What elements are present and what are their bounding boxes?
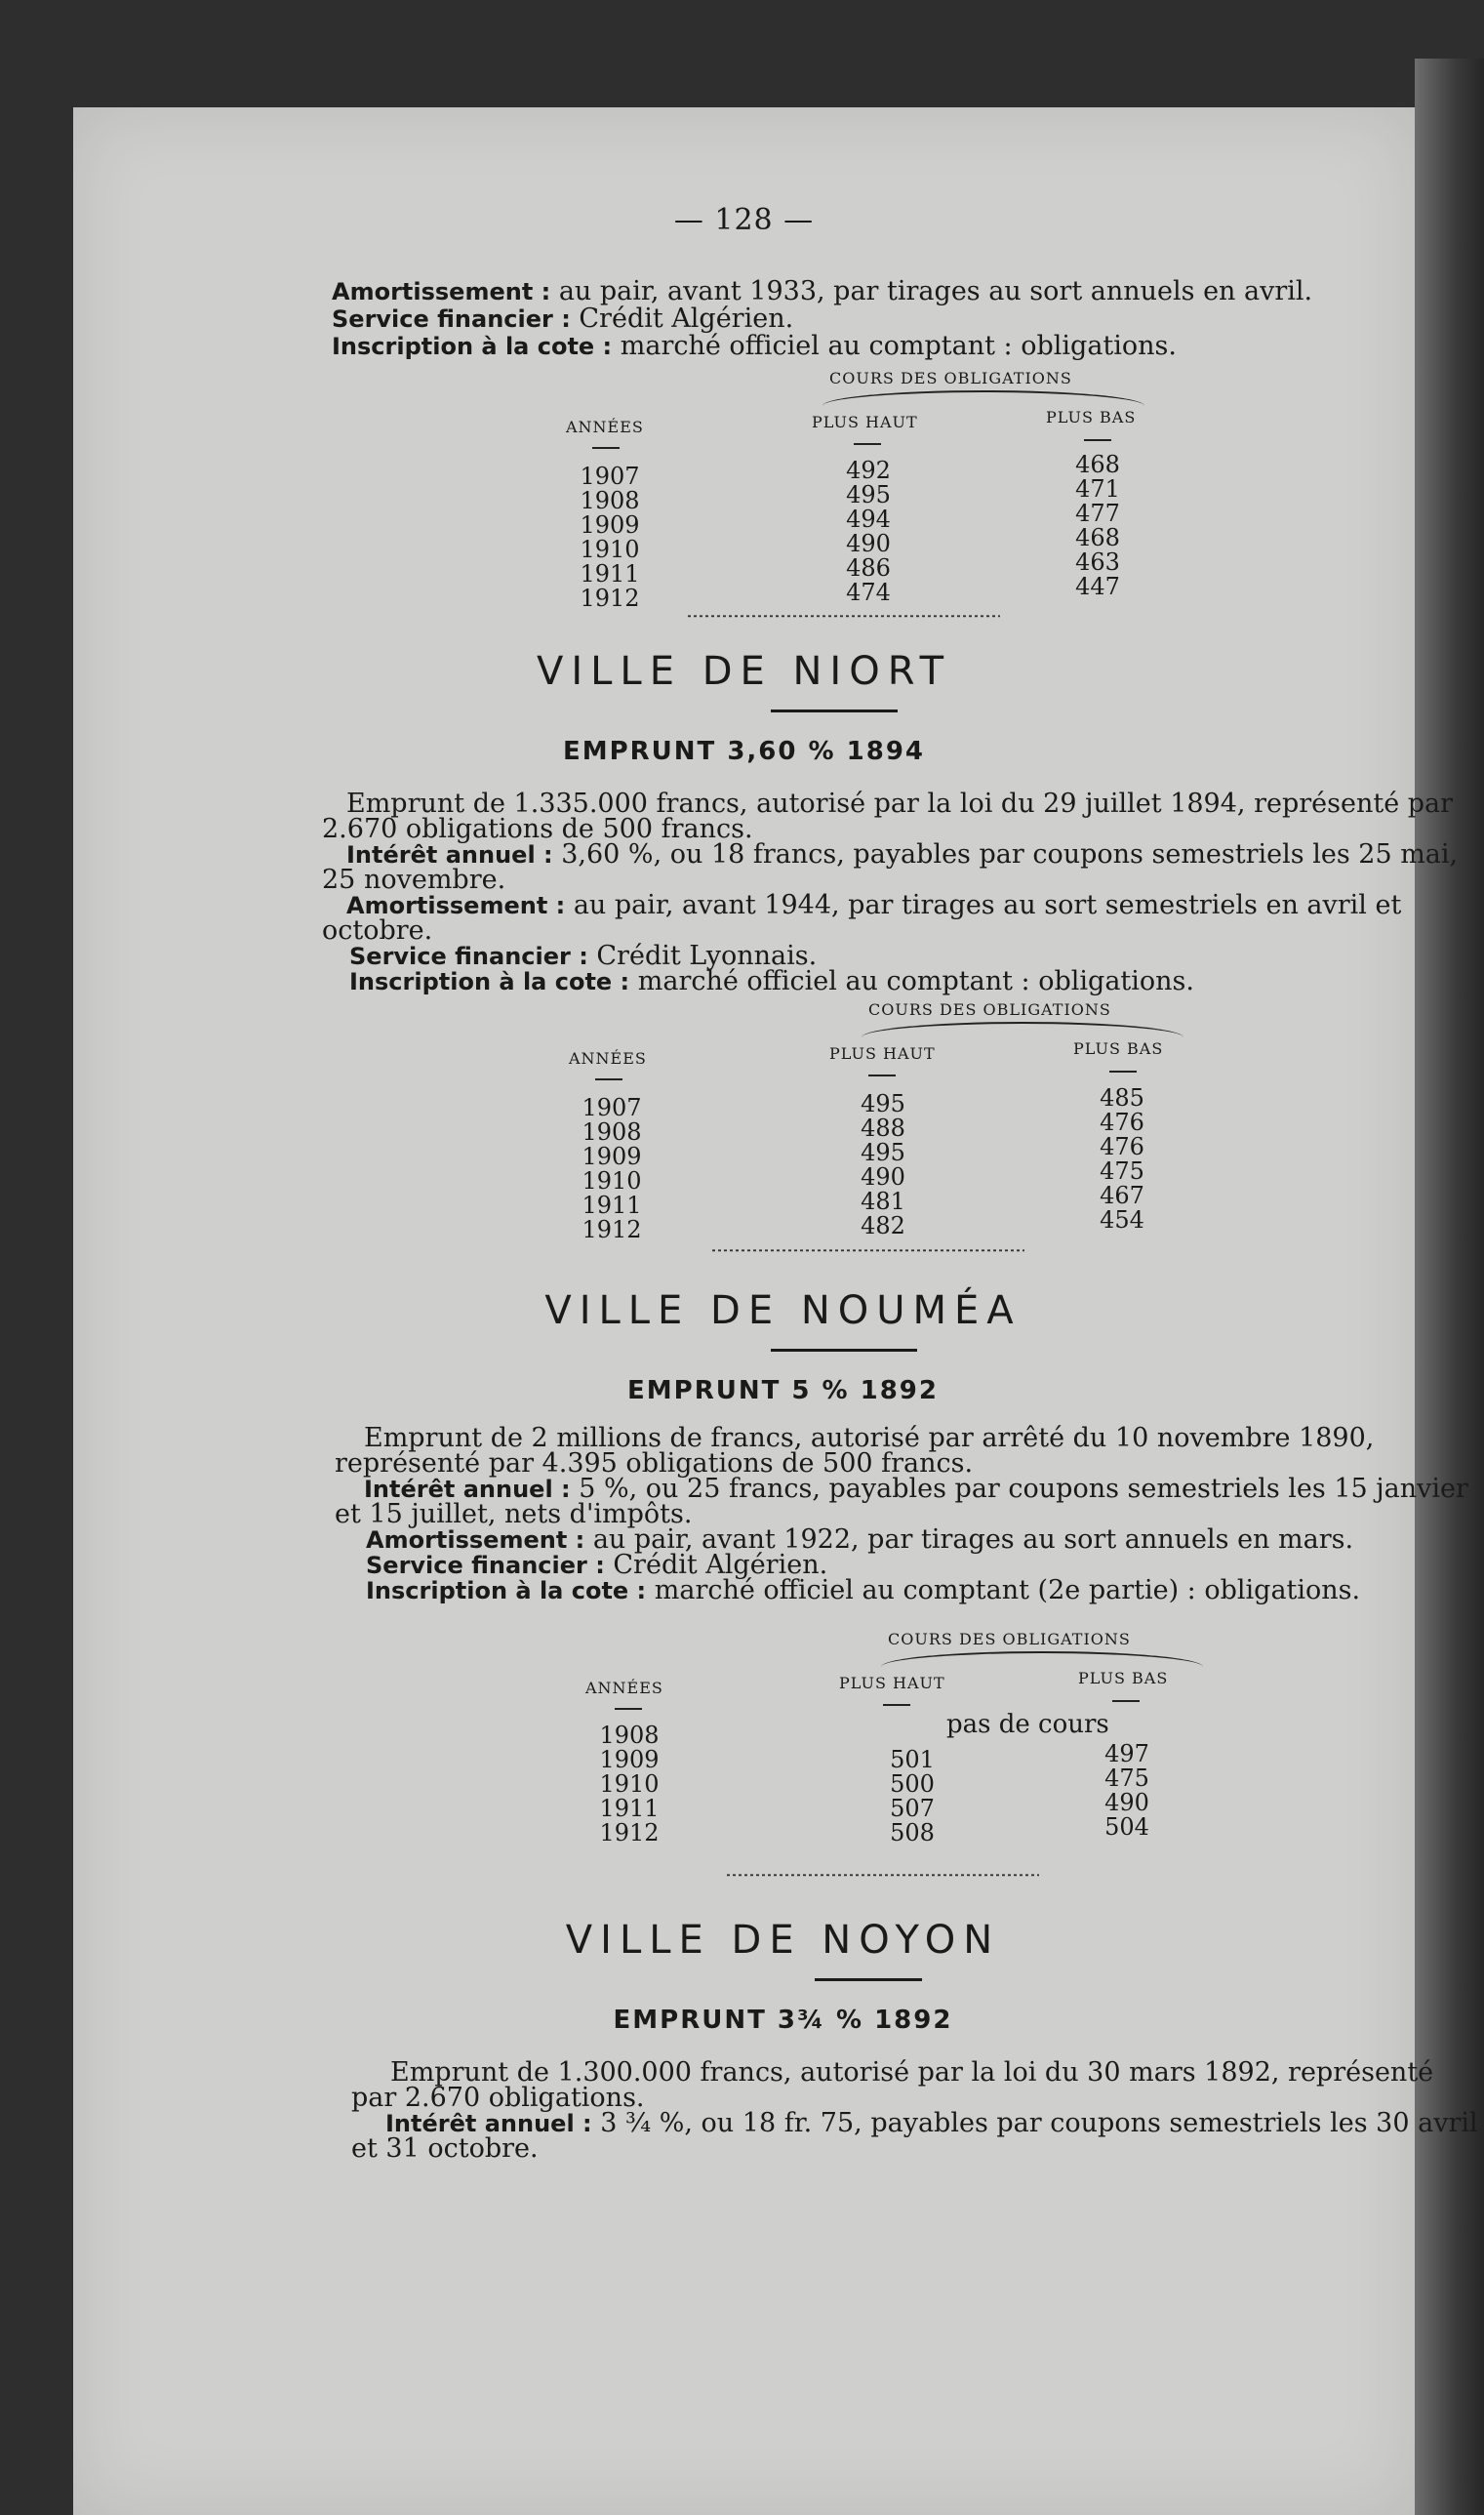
section-title: VILLE DE NIORT: [536, 649, 952, 694]
cours-header: COURS DES OBLIGATIONS: [868, 1000, 1111, 1019]
dash: [592, 447, 620, 449]
high-column: 495 488 495 490 481 482: [861, 1090, 905, 1239]
col-header-low: PLUS BAS: [1073, 1039, 1164, 1058]
dash: [1084, 439, 1111, 441]
col-header-years: ANNÉES: [569, 1049, 647, 1068]
cours-header: COURS DES OBLIGATIONS: [829, 369, 1072, 387]
paragraph-line: Inscription à la cote : marché officiel au comptant : obligations.: [332, 331, 1177, 361]
paragraph-line: Service financier : Crédit Algérien.: [332, 304, 794, 334]
paragraph-line: représenté par 4.395 obligations de 500 francs.: [335, 1448, 974, 1479]
paragraph-line: Amortissement : au pair, avant 1944, par tirages au sort semestriels en avril et: [346, 890, 1402, 920]
book-edge: [1415, 59, 1484, 2515]
high-column: 501 500 507 508: [890, 1746, 935, 1846]
col-header-high: PLUS HAUT: [812, 413, 918, 431]
years-column: 1907 1908 1909 1910 1911 1912: [582, 1094, 642, 1243]
section-title: VILLE DE NOYON: [565, 1918, 1001, 1963]
paragraph-line: Emprunt de 2 millions de francs, autorisé par arrêté du 10 novembre 1890,: [364, 1423, 1375, 1453]
paragraph-line: Service financier : Crédit Algérien.: [366, 1550, 828, 1580]
high-column: 492 495 494 490 486 474: [846, 457, 891, 606]
section-title: VILLE DE NOUMÉA: [544, 1288, 1022, 1333]
dash: [595, 1078, 622, 1080]
paragraph-line: octobre.: [322, 915, 433, 946]
paragraph-line: Inscription à la cote : marché officiel au comptant : obligations.: [349, 966, 1194, 996]
paragraph-line: Service financier : Crédit Lyonnais.: [349, 941, 818, 971]
brace: [862, 1022, 1183, 1037]
dash: [854, 443, 881, 445]
no-quotation-note: pas de cours: [946, 1710, 1109, 1739]
paragraph-line: 2.670 obligations de 500 francs.: [322, 814, 753, 844]
paragraph-line: Emprunt de 1.335.000 francs, autorisé par la loi du 29 juillet 1894, représenté par: [346, 789, 1454, 819]
low-column: 468 471 477 468 463 447: [1075, 451, 1120, 600]
low-column: 497 475 490 504: [1104, 1740, 1149, 1841]
paragraph-line: Amortissement : au pair, avant 1933, par tirages au sort annuels en avril.: [332, 276, 1313, 306]
cours-header: COURS DES OBLIGATIONS: [888, 1630, 1131, 1648]
dash: [1109, 1071, 1137, 1073]
paragraph-line: Inscription à la cote : marché officiel au comptant (2e partie) : obligations.: [366, 1575, 1361, 1605]
col-header-low: PLUS BAS: [1078, 1669, 1169, 1687]
years-column: 1908 1909 1910 1911 1912: [599, 1722, 660, 1846]
col-header-years: ANNÉES: [566, 418, 644, 436]
title-underline: [771, 1349, 917, 1352]
dash: [615, 1708, 642, 1710]
years-column: 1907 1908 1909 1910 1911 1912: [580, 463, 640, 612]
dash: [1112, 1700, 1140, 1702]
paragraph-line: Intérêt annuel : 3,60 %, ou 18 francs, payables par coupons semestriels les 25 mai,: [346, 839, 1459, 870]
section-subtitle: EMPRUNT 3¾ % 1892: [613, 2006, 953, 2035]
title-underline: [815, 1978, 922, 1981]
paragraph-line: et 31 octobre.: [351, 2133, 539, 2164]
col-header-years: ANNÉES: [585, 1679, 663, 1697]
col-header-high: PLUS HAUT: [839, 1674, 945, 1692]
paragraph-line: et 15 juillet, nets d'impôts.: [335, 1499, 693, 1529]
section-subtitle: EMPRUNT 3,60 % 1894: [562, 737, 926, 766]
title-underline: [771, 710, 898, 712]
paragraph-line: 25 novembre.: [322, 865, 506, 895]
paragraph-line: Amortissement : au pair, avant 1922, par tirages au sort annuels en mars.: [366, 1524, 1354, 1555]
section-subtitle: EMPRUNT 5 % 1892: [627, 1376, 939, 1405]
paragraph-line: Intérêt annuel : 3 ¾ %, ou 18 fr. 75, payables par coupons semestriels les 30 avril: [385, 2108, 1478, 2138]
paragraph-line: par 2.670 obligations.: [351, 2083, 645, 2113]
brace: [822, 390, 1144, 406]
brace: [881, 1651, 1203, 1667]
paragraph-line: Emprunt de 1.300.000 francs, autorisé par la loi du 30 mars 1892, représenté: [390, 2057, 1434, 2088]
dash: [883, 1704, 910, 1706]
col-header-high: PLUS HAUT: [829, 1044, 936, 1063]
document-page: [73, 107, 1478, 2515]
paragraph-line: Intérêt annuel : 5 %, ou 25 francs, payables par coupons semestriels les 15 janvier: [364, 1474, 1468, 1504]
col-header-low: PLUS BAS: [1046, 408, 1137, 426]
dash: [868, 1075, 896, 1076]
price-table: [73, 1630, 1415, 1952]
low-column: 485 476 476 475 467 454: [1100, 1084, 1144, 1234]
page-number: — 128 —: [673, 203, 815, 237]
